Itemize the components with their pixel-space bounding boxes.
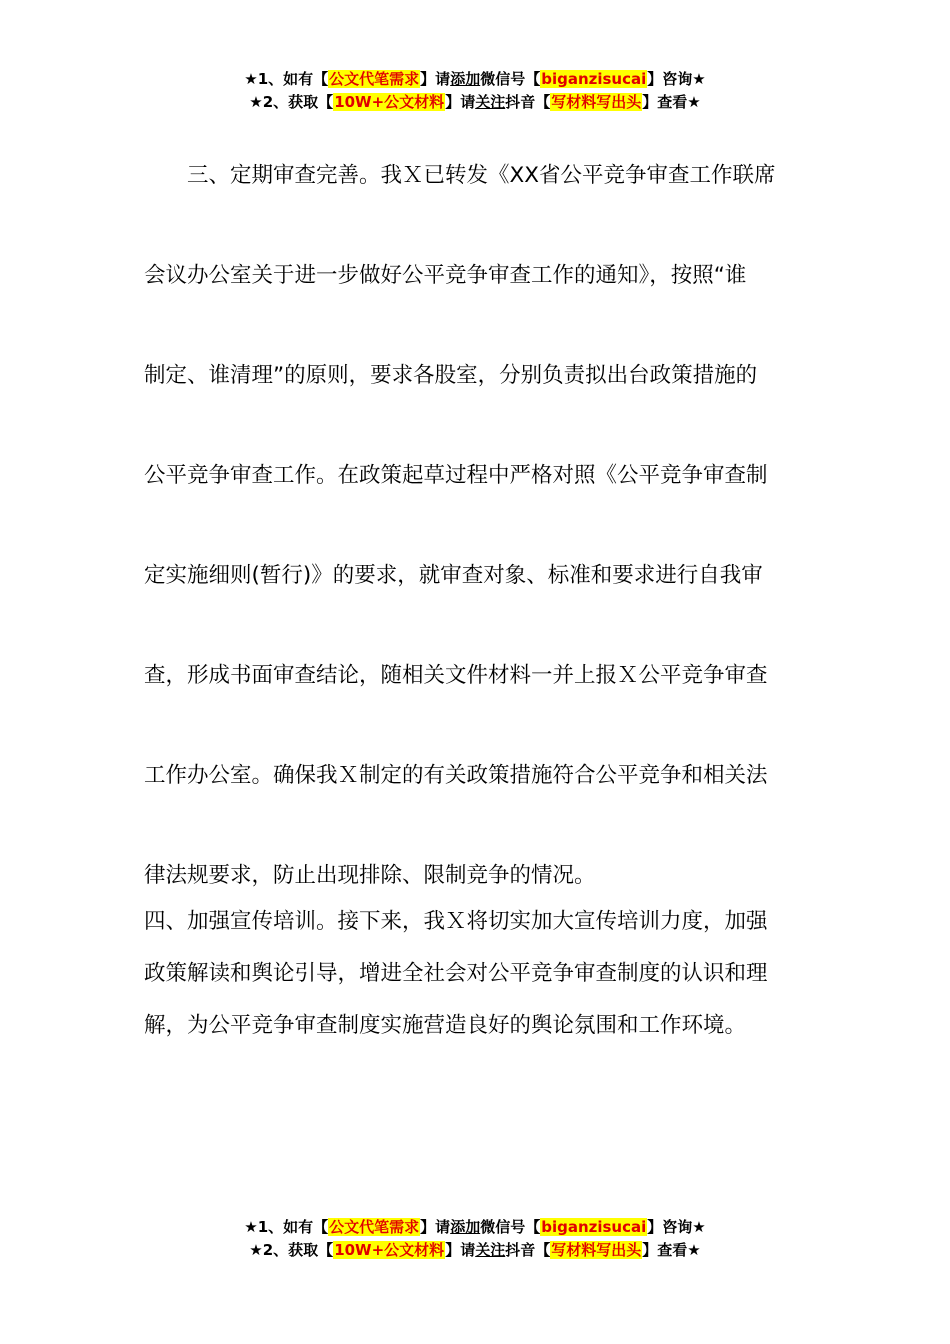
paragraph-line: 四、加强宣传培训。接下来，我Ｘ将切实加大宣传培训力度，加强 (144, 909, 768, 934)
banner-line-2-mid2: 抖音【 (505, 93, 551, 111)
header-banner (0, 68, 950, 114)
banner-line-2 (0, 1239, 950, 1262)
banner-highlight-service: 公文代笔需求 (329, 70, 420, 88)
banner-line-1 (0, 1216, 950, 1239)
banner-underlined-follow: 关注 (475, 1241, 506, 1259)
section-3-paragraph (144, 126, 824, 926)
banner-line-2-mid2: 抖音【 (505, 1241, 551, 1259)
banner-underlined-add: 添加 (450, 1218, 481, 1236)
paragraph-line: 公平竞争审查工作。在政策起草过程中严格对照《公平竞争审查制 (144, 463, 768, 488)
banner-line-2-mid: 】请 (445, 1241, 476, 1259)
banner-line-1 (0, 68, 950, 91)
banner-line-2-suffix: 】查看★ (642, 1241, 701, 1259)
paragraph-line: 工作办公室。确保我Ｘ制定的有关政策措施符合公平竞争和相关法 (144, 763, 768, 788)
banner-line-1-mid2: 微信号【 (480, 1218, 541, 1236)
banner-highlight-service: 公文代笔需求 (329, 1218, 420, 1236)
banner-line-2-prefix: ★2、获取【 (249, 1241, 334, 1259)
footer-banner (0, 1216, 950, 1262)
banner-highlight-wechat-id: biganzisucai (541, 1218, 647, 1236)
paragraph-line: 制定、谁清理”的原则，要求各股室，分别负责拟出台政策措施的 (144, 363, 758, 388)
banner-line-2 (0, 91, 950, 114)
banner-line-1-mid: 】请 (420, 1218, 451, 1236)
paragraph-line: 政策解读和舆论引导，增进全社会对公平竞争审查制度的认识和理 (144, 961, 768, 986)
banner-line-1-suffix: 】咨询★ (647, 1218, 706, 1236)
banner-line-1-prefix: ★1、如有【 (244, 70, 329, 88)
banner-line-2-prefix: ★2、获取【 (249, 93, 334, 111)
paragraph-line: 定实施细则(暂行)》的要求，就审查对象、标准和要求进行自我审 (144, 563, 763, 588)
banner-highlight-douyin: 写材料写出头 (551, 1241, 642, 1259)
paragraph-line: 会议办公室关于进一步做好公平竞争审查工作的通知》，按照“谁 (144, 263, 747, 288)
banner-highlight-douyin: 写材料写出头 (551, 93, 642, 111)
banner-highlight-wechat-id: biganzisucai (541, 70, 647, 88)
banner-line-1-prefix: ★1、如有【 (244, 1218, 329, 1236)
paragraph-line: 查，形成书面审查结论，随相关文件材料一并上报Ｘ公平竞争审查 (144, 663, 768, 688)
banner-line-2-suffix: 】查看★ (642, 93, 701, 111)
banner-line-1-suffix: 】咨询★ (647, 70, 706, 88)
banner-line-2-mid: 】请 (445, 93, 476, 111)
banner-highlight-materials: 10W+公文材料 (334, 93, 445, 111)
paragraph-line: 三、定期审查完善。我Ｘ已转发《XX省公平竞争审查工作联席 (187, 163, 776, 188)
banner-highlight-materials: 10W+公文材料 (334, 1241, 445, 1259)
banner-underlined-follow: 关注 (475, 93, 506, 111)
paragraph-line: 解，为公平竞争审查制度实施营造良好的舆论氛围和工作环境。 (144, 1013, 747, 1038)
paragraph-line: 律法规要求，防止出现排除、限制竞争的情况。 (144, 863, 596, 888)
banner-line-1-mid2: 微信号【 (480, 70, 541, 88)
banner-line-1-mid: 】请 (420, 70, 451, 88)
banner-underlined-add: 添加 (450, 70, 481, 88)
section-4-paragraph (144, 896, 824, 1052)
